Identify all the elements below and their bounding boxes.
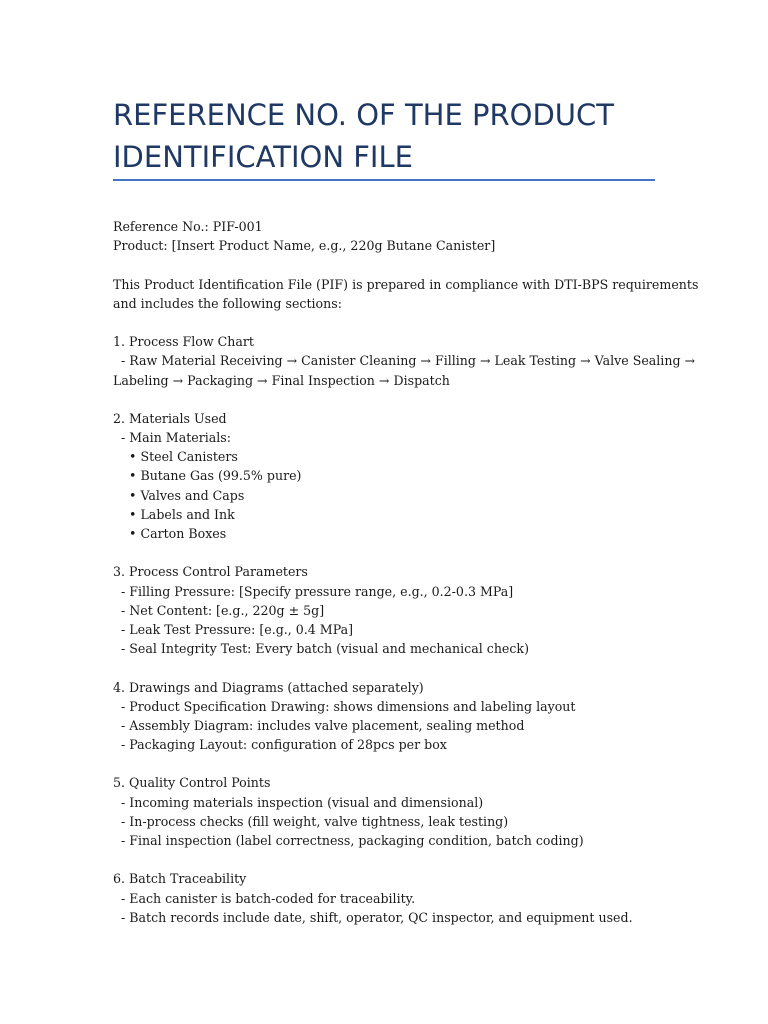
spacer: [113, 255, 673, 274]
section-line: - Main Materials:: [113, 430, 232, 446]
section-heading: 5. Quality Control Points: [113, 775, 271, 791]
section-line: - In-process checks (fill weight, valve tightness, leak testing): [113, 813, 509, 829]
section-heading: 6. Batch Traceability: [113, 871, 247, 887]
spacer: [113, 543, 673, 562]
section-heading: 3. Process Control Parameters: [113, 564, 308, 580]
section-line: - Assembly Diagram: includes valve placement, sealing method: [113, 717, 525, 733]
section-heading: 4. Drawings and Diagrams (attached separately): [113, 679, 424, 695]
section-line: - Seal Integrity Test: Every batch (visual and mechanical check): [113, 641, 529, 657]
section-line: - Net Content: [e.g., 220g ± 5g]: [113, 602, 325, 618]
intro-text: and includes the following sections:: [113, 295, 342, 311]
reference-number: Reference No.: PIF-001: [113, 219, 263, 234]
product-name: Product: [Insert Product Name, e.g., 220g Butane Canister]: [113, 238, 496, 254]
spacer: [113, 658, 673, 677]
section-line: Labeling → Packaging → Final Inspection → Dispatch: [113, 372, 450, 388]
section-line: - Filling Pressure: [Specify pressure range, e.g., 0.2-0.3 MPa]: [113, 583, 514, 599]
document-body: [113, 217, 699, 927]
section-line: - Product Specification Drawing: shows dimensions and labeling layout: [113, 698, 576, 714]
list-item: • Valves and Caps: [113, 487, 245, 503]
section-heading: 1. Process Flow Chart: [113, 334, 254, 350]
list-item: • Carton Boxes: [113, 526, 227, 541]
section-line: - Incoming materials inspection (visual and dimensional): [113, 794, 484, 810]
intro-text: This Product Identification File (PIF) is prepared in compliance with DTI-BPS requirements: [113, 276, 699, 292]
spacer: [113, 754, 673, 773]
section-line: - Leak Test Pressure: [e.g., 0.4 MPa]: [113, 621, 354, 637]
section-line: - Final inspection (label correctness, packaging condition, batch coding): [113, 833, 584, 848]
section-line: - Each canister is batch-coded for traceability.: [113, 890, 416, 906]
list-item: • Steel Canisters: [113, 449, 238, 465]
section-line: - Batch records include date, shift, operator, QC inspector, and equipment used.: [113, 909, 633, 925]
list-item: • Butane Gas (99.5% pure): [113, 468, 302, 484]
list-item: • Labels and Ink: [113, 506, 235, 522]
document-title: REFERENCE NO. OF THE PRODUCT IDENTIFICATION FILE: [113, 98, 614, 174]
spacer: [113, 850, 673, 869]
section-line: - Packaging Layout: configuration of 28pcs per box: [113, 737, 447, 753]
spacer: [113, 390, 673, 409]
spacer: [113, 313, 673, 332]
section-line: - Raw Material Receiving → Canister Cleaning → Filling → Leak Testing → Valve Sealing →: [113, 353, 696, 369]
title-underline: [113, 179, 655, 181]
section-heading: 2. Materials Used: [113, 410, 227, 426]
